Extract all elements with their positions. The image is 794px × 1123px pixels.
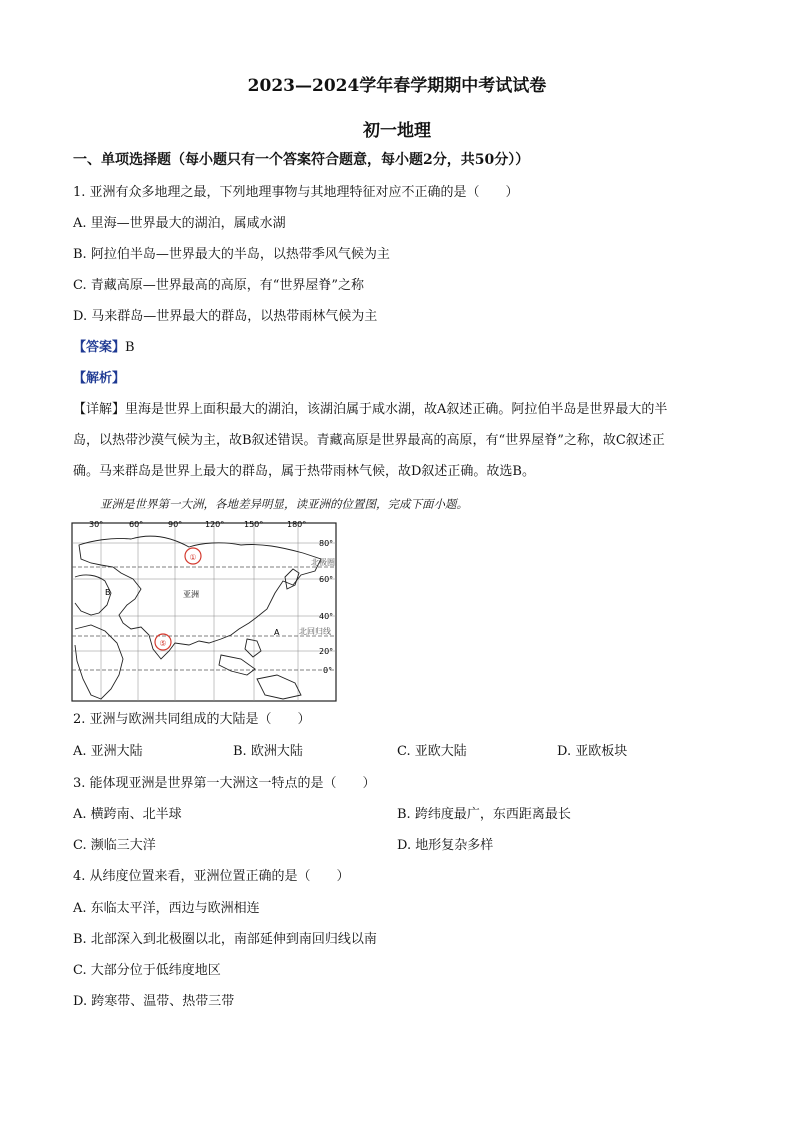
q3-option-a: A. 横跨南、北半球 — [73, 807, 182, 822]
marker-1-label: ① — [189, 553, 197, 562]
q1-option-c: C. 青藏高原—世界最高的高原，有“世界屋脊”之称 — [73, 278, 365, 293]
q2-option-a: A. 亚洲大陆 — [73, 744, 143, 759]
q1-analysis-label — [73, 371, 125, 387]
exam-subtitle: 初一地理 — [363, 121, 431, 141]
lon-tick-150: 150° — [244, 520, 264, 529]
lon-tick-120: 120° — [205, 520, 225, 529]
analysis-label: 【解析】 — [73, 371, 126, 386]
q2-option-d: D. 亚欧板块 — [557, 744, 628, 759]
lon-tick-30: 30° — [89, 520, 104, 529]
label-asia: 亚洲 — [183, 590, 199, 599]
lat-tick-60: 60° — [319, 575, 334, 584]
lat-tick-80: 80° — [319, 539, 334, 548]
q1-stem: 1. 亚洲有众多地理之最，下列地理事物与其地理特征对应不正确的是（ ） — [73, 185, 519, 200]
q4-option-c: C. 大部分位于低纬度地区 — [73, 963, 221, 978]
map-frame — [72, 523, 336, 701]
label-a: A — [274, 628, 280, 637]
q1-answer — [73, 340, 135, 356]
q4-option-b: B. 北部深入到北极圈以北，南部延伸到南回归线以南 — [73, 932, 377, 947]
q3-stem: 3. 能体现亚洲是世界第一大洲这一特点的是（ ） — [73, 776, 376, 791]
q1-detail-line-1 — [73, 402, 667, 418]
label-arctic: 北极圈 — [311, 558, 335, 567]
answer-label: 【答案】 — [73, 340, 126, 355]
q1-option-a: A. 里海—世界最大的湖泊，属咸水湖 — [73, 216, 286, 231]
q3-option-b: B. 跨纬度最广，东西距离最长 — [397, 807, 571, 822]
label-b: B — [105, 588, 111, 597]
lon-tick-60: 60° — [129, 520, 144, 529]
q3-option-c: C. 濒临三大洋 — [73, 838, 156, 853]
detail-label: 【详解】 — [73, 402, 126, 417]
q2-option-b: B. 欧洲大陆 — [233, 744, 303, 759]
lon-tick-90: 90° — [168, 520, 183, 529]
section-heading: 一、单项选择题（每小题只有一个答案符合题意，每小题2分，共50分）） — [73, 152, 530, 168]
lat-tick-40: 40° — [319, 612, 334, 621]
q4-option-d: D. 跨寒带、温带、热带三带 — [73, 994, 235, 1009]
lon-tick-180: 180° — [287, 520, 307, 529]
q3-option-d: D. 地形复杂多样 — [397, 838, 494, 853]
asia-location-map — [71, 519, 337, 702]
detail-text-1: 里海是世界上面积最大的湖泊，该湖泊属于咸水湖，故A叙述正确。阿拉伯半岛是世界最大的半 — [125, 402, 668, 417]
map-svg — [71, 519, 337, 702]
lat-tick-20: 20° — [319, 647, 334, 656]
q4-stem: 4. 从纬度位置来看，亚洲位置正确的是（ ） — [73, 869, 350, 884]
group-intro: 亚洲是世界第一大洲，各地差异明显，读亚洲的位置图，完成下面小题。 — [100, 497, 468, 511]
q4-option-a: A. 东临太平洋，西边与欧洲相连 — [73, 901, 260, 916]
q2-stem: 2. 亚洲与欧洲共同组成的大陆是（ ） — [73, 712, 311, 727]
exam-title: 2023—2024学年春学期期中考试试卷 — [247, 76, 547, 96]
label-tropic: 北回归线 — [299, 627, 331, 636]
q1-option-d: D. 马来群岛—世界最大的群岛，以热带雨林气候为主 — [73, 309, 378, 324]
q1-option-b: B. 阿拉伯半岛—世界最大的半岛，以热带季风气候为主 — [73, 247, 390, 262]
lat-tick-0: 0° — [323, 666, 333, 675]
q1-detail-line-2: 岛，以热带沙漠气候为主，故B叙述错误。青藏高原是世界最高的高原，有“世界屋脊”之称，故C叙述正 — [73, 433, 665, 448]
q2-option-c: C. 亚欧大陆 — [397, 744, 467, 759]
marker-5-label: ⑤ — [159, 639, 167, 648]
answer-value: B — [125, 340, 135, 355]
q1-detail-line-3: 确。马来群岛是世界上最大的群岛，属于热带雨林气候，故D叙述正确。故选B。 — [73, 464, 535, 479]
